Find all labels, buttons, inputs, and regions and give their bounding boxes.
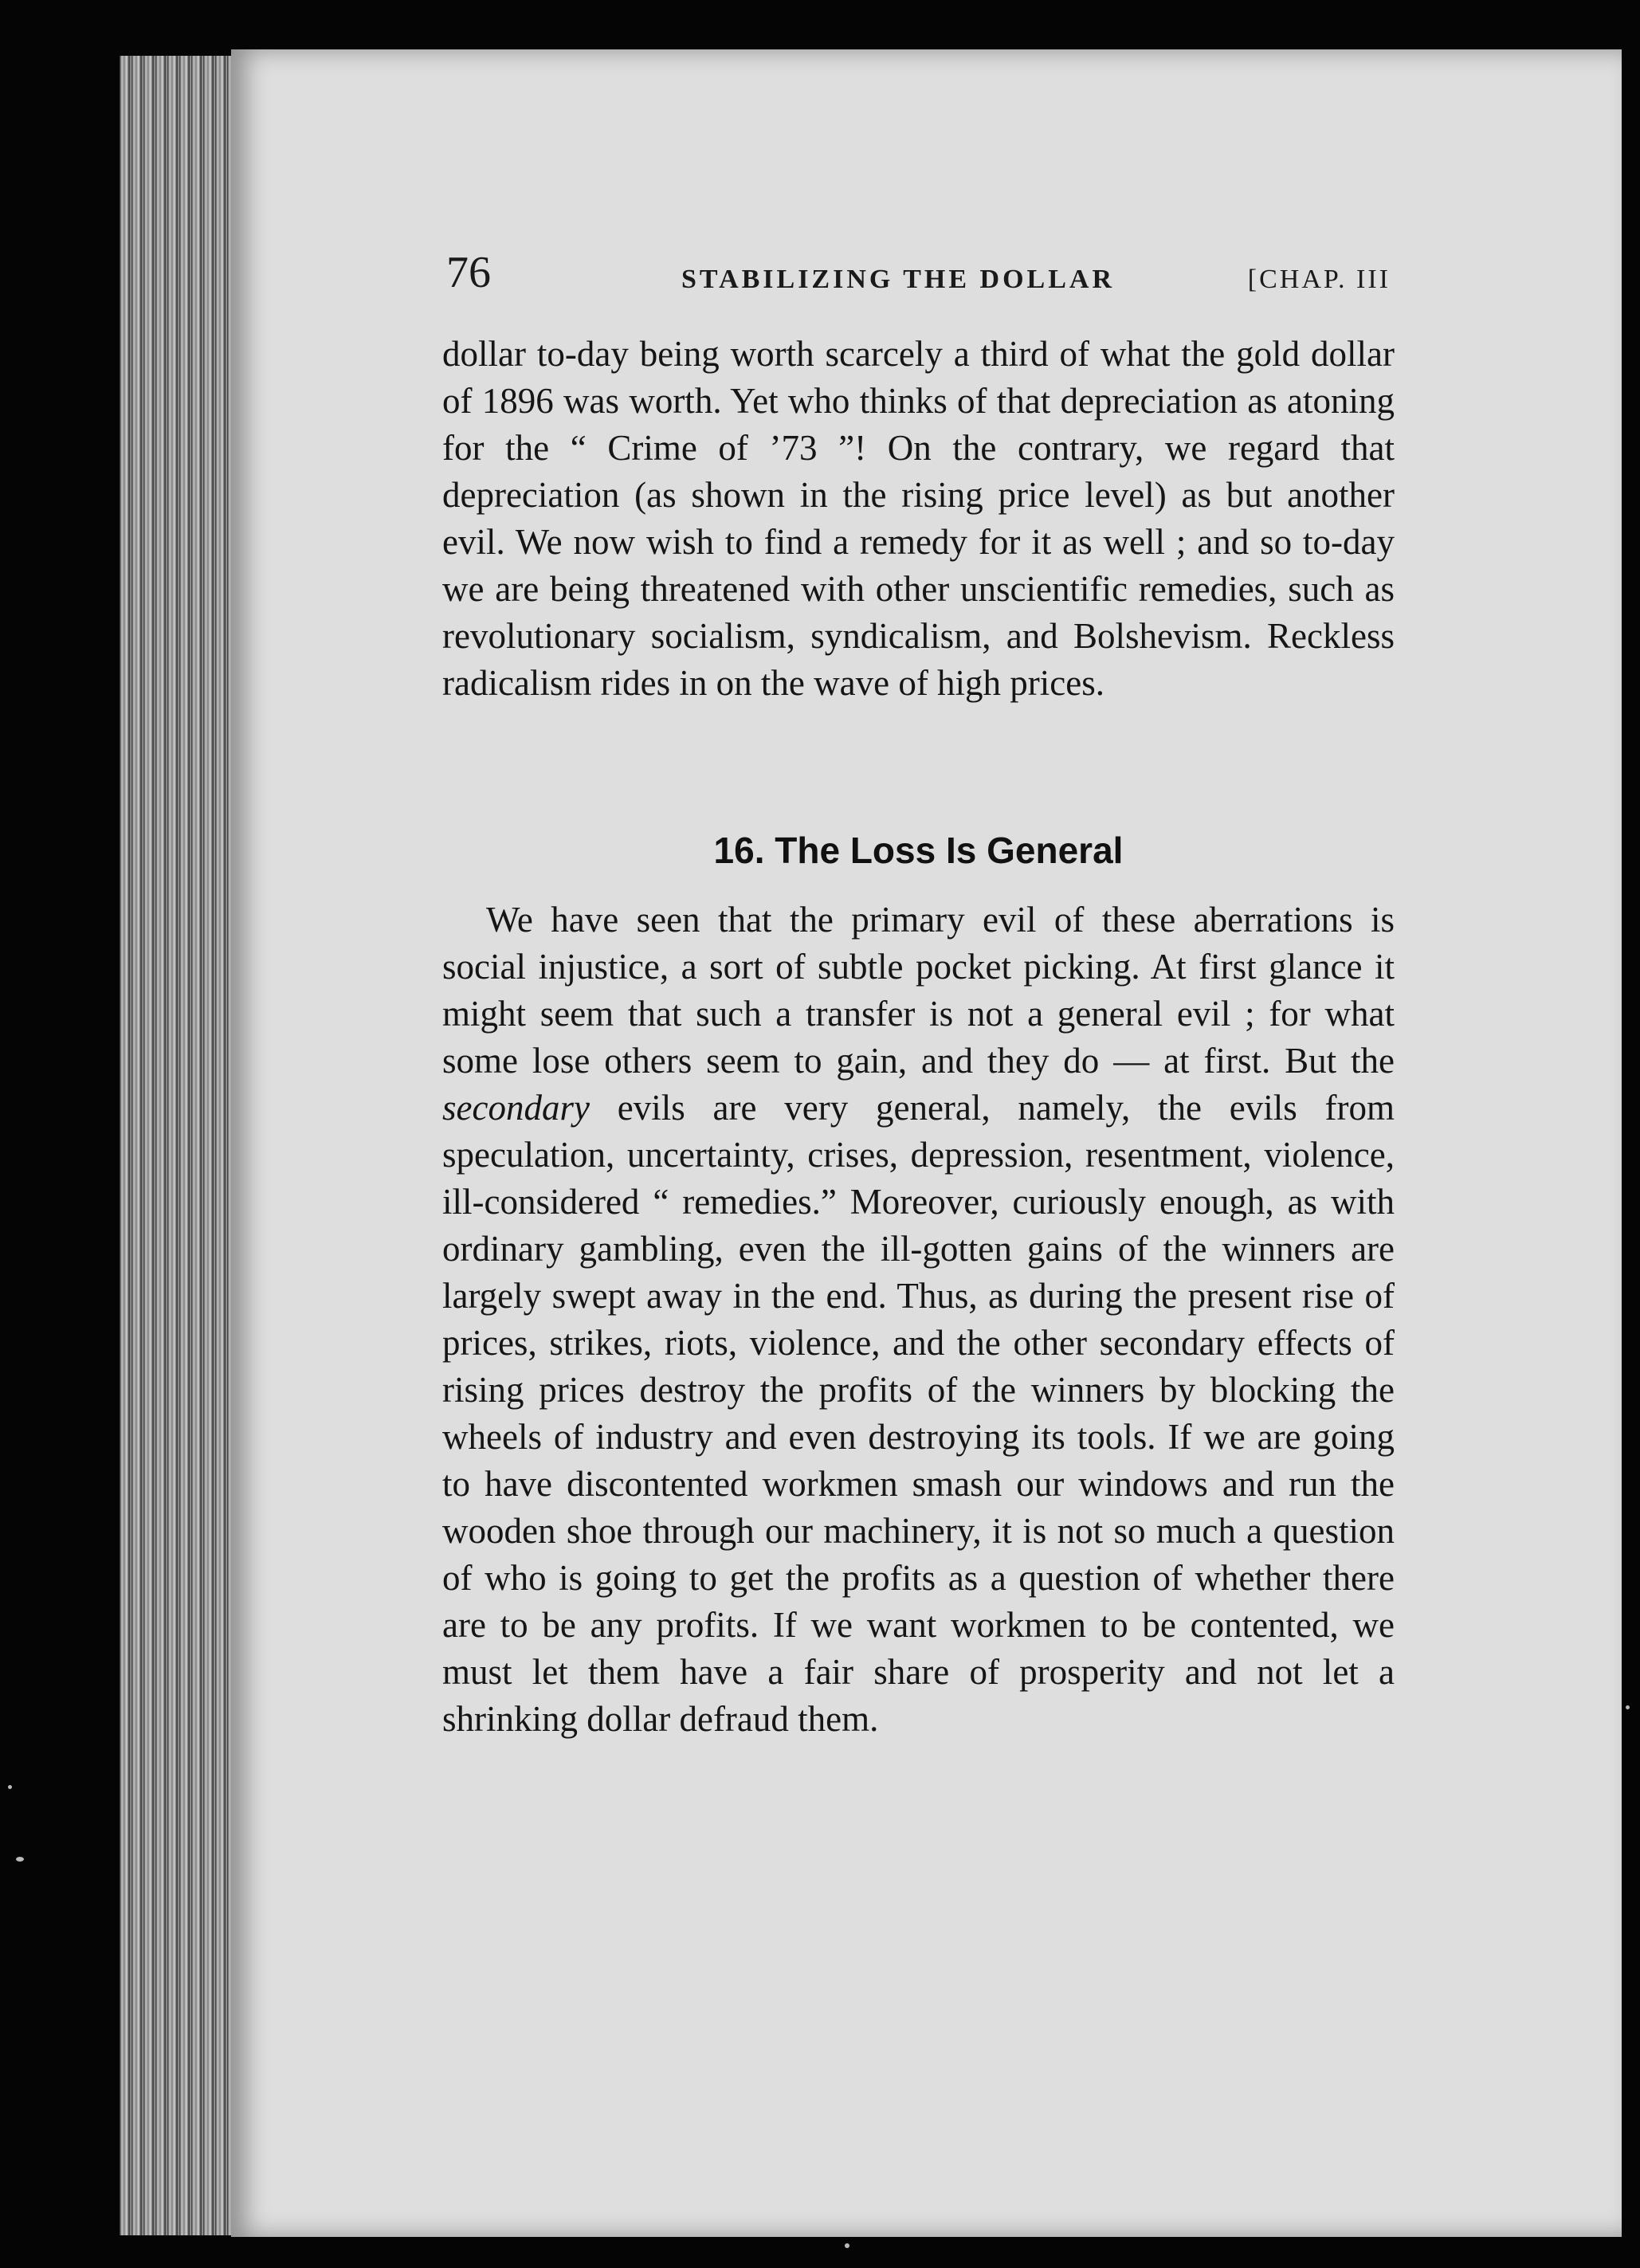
running-title: STABILIZING THE DOLLAR bbox=[681, 265, 1115, 294]
dust-speck bbox=[8, 1785, 12, 1789]
dust-speck bbox=[16, 1857, 24, 1862]
dust-speck bbox=[1626, 1705, 1630, 1709]
paragraph-loss-is-general bbox=[442, 897, 1395, 1743]
book-page-edges bbox=[120, 56, 239, 2235]
paragraph-text: evils are very general, namely, the evils from speculation, uncertainty, crises, depression, resentment, violence, ill-considered “ remedies.” Moreover, curiously enough, as with ordinary gambling, even the ill-gotten gains of the winners are largely swept away in the end. Thus, as during the present rise of prices, strikes, riots, violence, and the other secondary effects of rising prices destroy the profits of the winners by blocking the wheels of industry and even destroying its tools. If we are going to have discontented workmen smash our windows and run the wooden shoe through our machinery, it is not so much a question of who is going to get the profits as a question of whether there are to be any profits. If we want workmen to be contented, we must let them have a fair share of prosperity and not let a shrinking dollar defraud them. bbox=[442, 1088, 1395, 1739]
chapter-reference: [CHAP. III bbox=[1247, 265, 1391, 294]
emphasized-word: secondary bbox=[442, 1088, 590, 1128]
dust-speck bbox=[845, 2243, 849, 2248]
paragraph-continued: dollar to-day being worth scarcely a third of what the gold dollar of 1896 was worth. Yet who thinks of that depreciation as atoning for the “ Crime of ’73 ”! On the contrary, we regard that depreciation (as shown in the rising price level) as but another evil. We now wish to find a remedy for it as well ; and so to-day we are being threatened with other unscientific remedies, such as revolutionary socialism, syndicalism, and Bolshevism. Reckless radicalism rides in on the wave of high prices. bbox=[442, 334, 1395, 703]
page-number: 76 bbox=[446, 248, 491, 297]
page-header bbox=[446, 247, 1391, 303]
paragraph-text: We have seen that the primary evil of these aberrations is social injustice, a sort of subtle pocket picking. At first glance it might seem that such a transfer is not a general evil ; for what some lose others seem to gain, and they do — at first. But the bbox=[442, 900, 1395, 1081]
section-heading: 16. The Loss Is General bbox=[713, 830, 1124, 871]
